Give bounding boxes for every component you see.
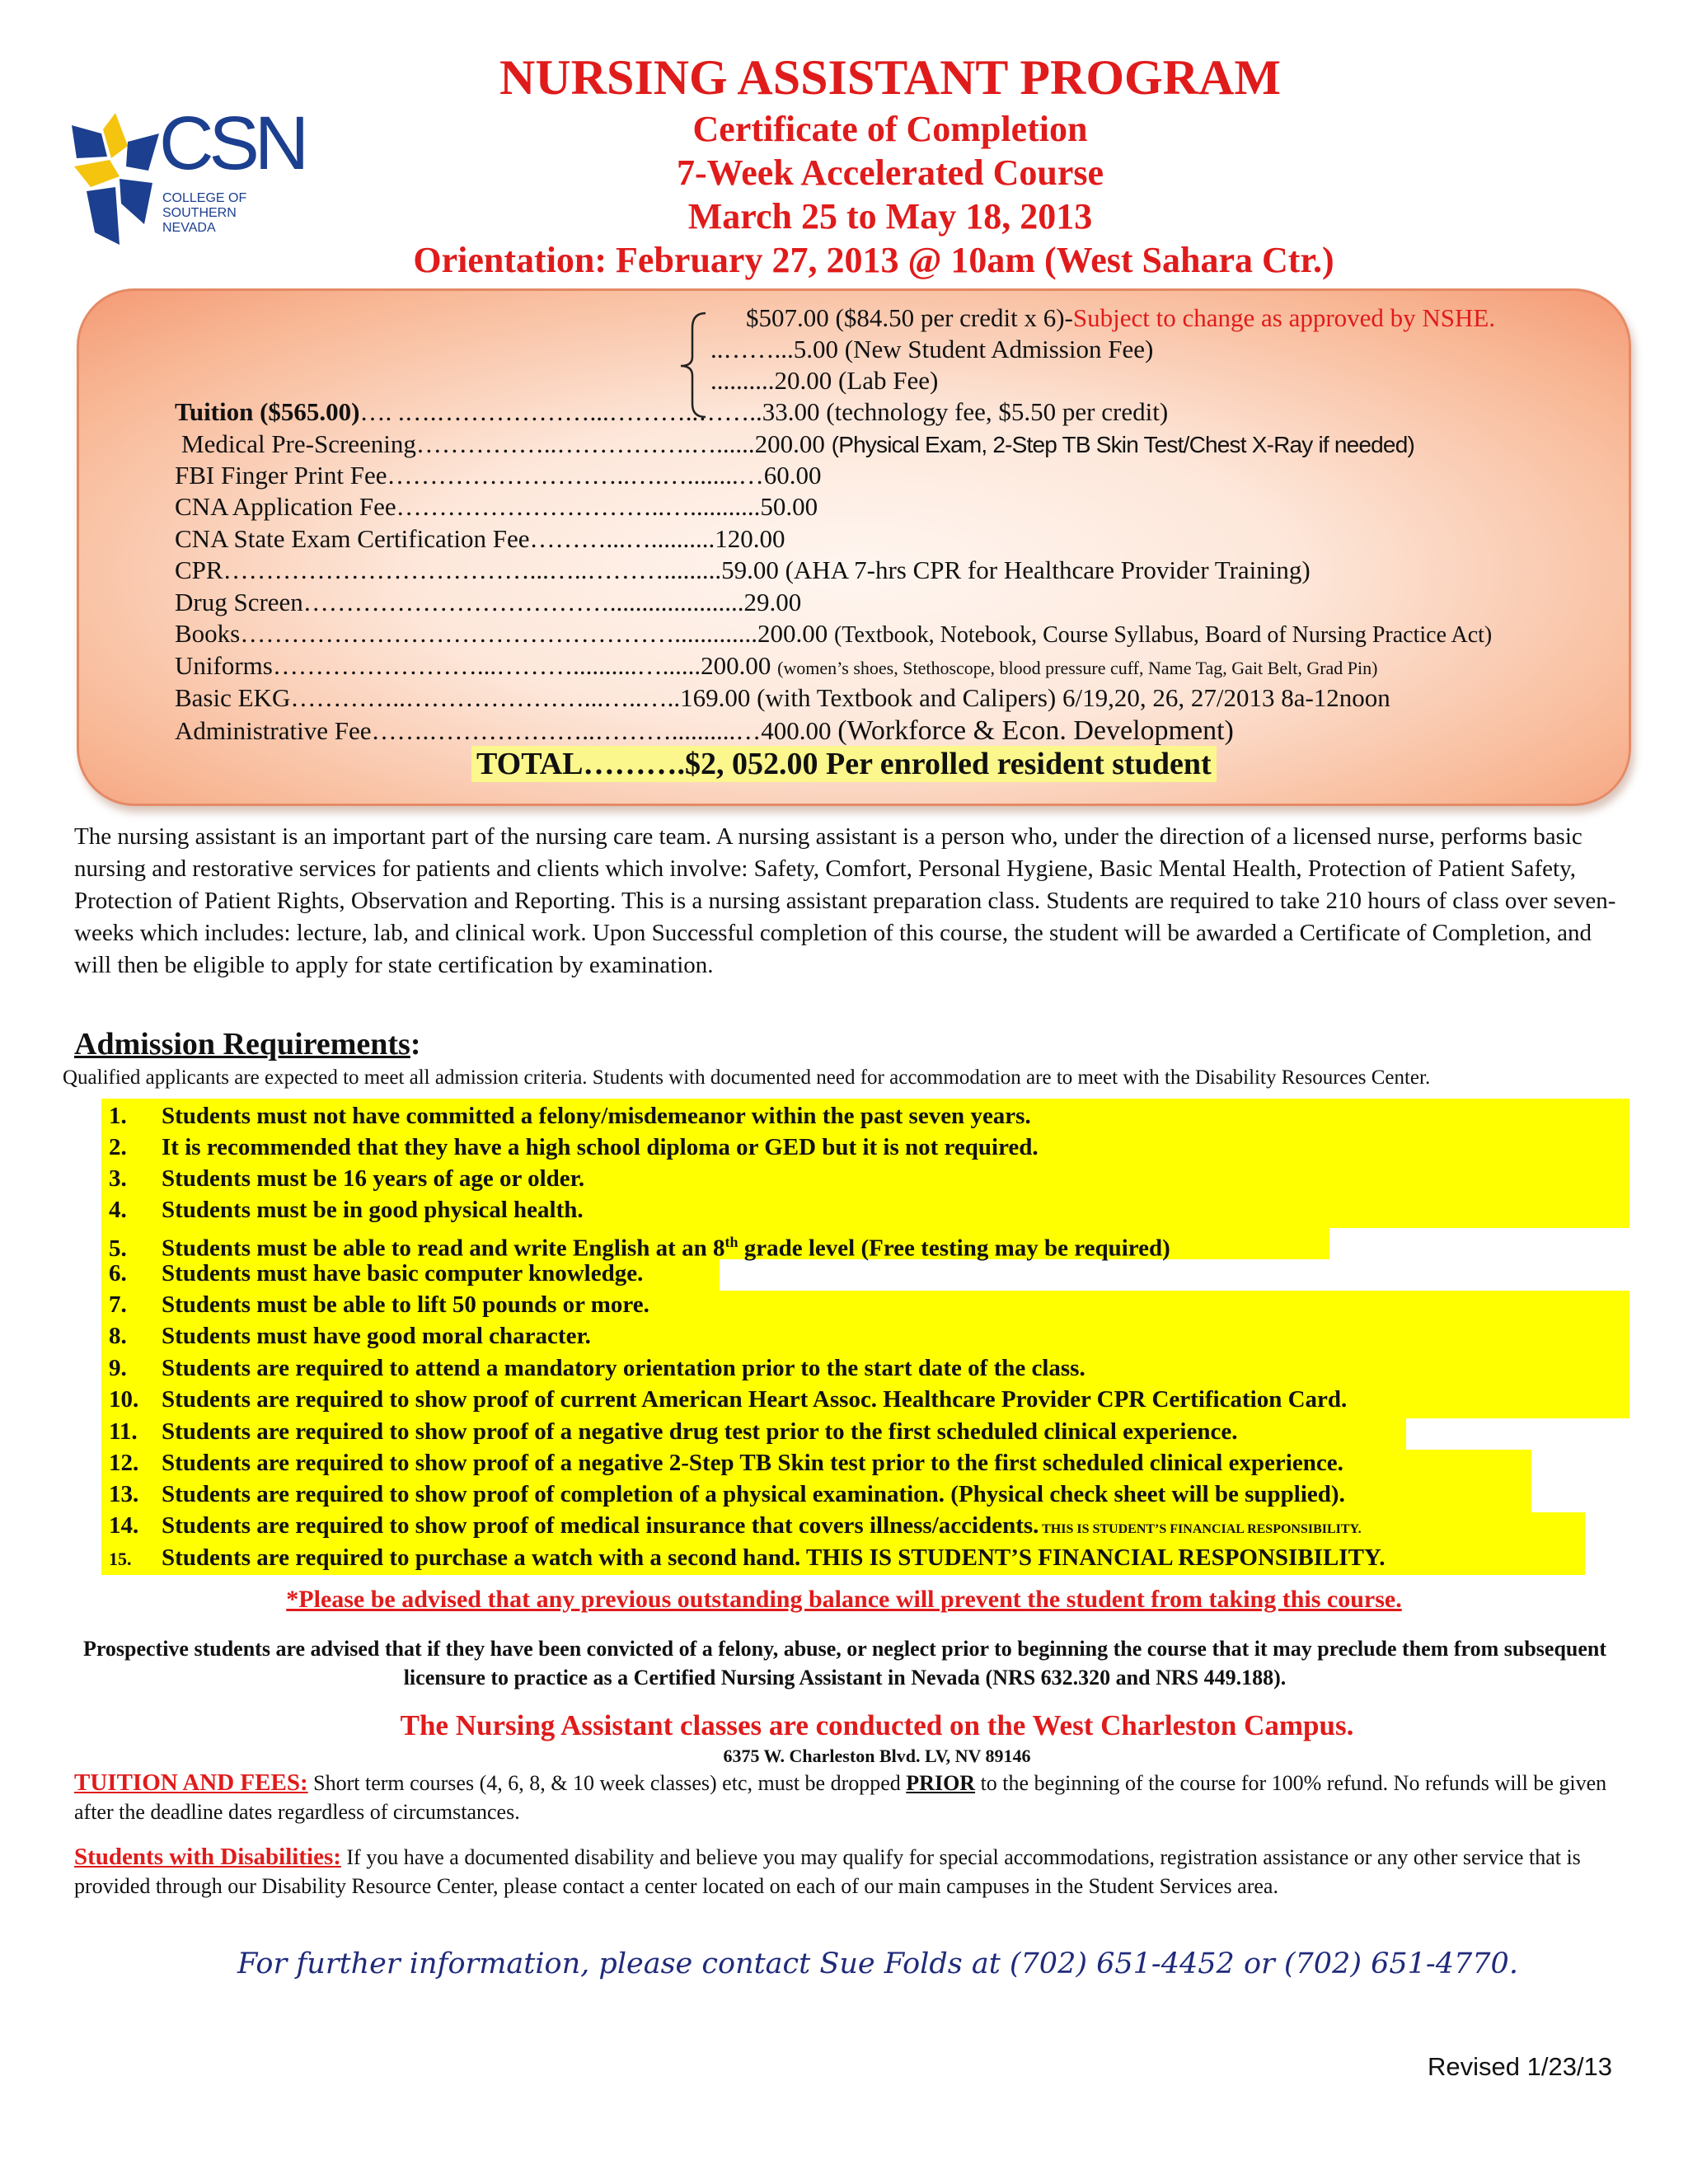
requirement-item: 10. Students are required to show proof of current American Heart Assoc. Healthcare Provider CPR Certification Card. <box>109 1386 1348 1413</box>
disabilities-policy: Students with Disabilities: If you have a documented disability and believe you may qualify for special accommodations, registration assistance or any other service that is provided through our Disability Resource Center, please contact a center located on each of our main campuses in the Student Services area. <box>74 1844 1581 1898</box>
page-header <box>0 48 1688 282</box>
fee-credit-note: Subject to change as approved by NSHE. <box>1072 303 1496 332</box>
logo-text: CSN <box>159 101 305 185</box>
books-note: (Textbook, Notebook, Course Syllabus, Board of Nursing Practice Act) <box>834 622 1493 648</box>
uniforms-amount: Uniforms……………………...………..........…......200.00 <box>175 651 771 680</box>
prospective-notice: Prospective students are advised that if they have been convicted of a felony, abuse, or neglect prior to beginning the course that it may preclude them from subsequent licensure to practice as a Certified Nursing Assistant in Nevada (NRS 632.320 and NRS 449.188). <box>82 1637 1607 1690</box>
revision-date: Revised 1/23/13 <box>1428 2052 1613 2081</box>
admission-heading-colon: : <box>410 1027 421 1062</box>
prior-emphasis: PRIOR <box>906 1771 976 1795</box>
logo-subtitle: COLLEGE OF SOUTHERN NEVADA <box>162 191 247 235</box>
requirement-item: 9. Students are required to attend a mandatory orientation prior to the start date of the class. <box>109 1355 1085 1381</box>
fee-books <box>175 619 1492 649</box>
fee-medical <box>181 429 1414 459</box>
books-amount: Books…………………………………………….............200.00 <box>175 619 828 648</box>
requirement-item: 12. Students are required to show proof of a negative 2-Step TB Skin test prior to the first scheduled clinical experience. <box>109 1450 1343 1476</box>
course-dates-line: March 25 to May 18, 2013 <box>687 196 1093 237</box>
requirement-item: 6. Students must have basic computer knowledge. <box>109 1260 644 1286</box>
uniforms-note: (women’s shoes, Stethoscope, blood pressure cuff, Name Tag, Gait Belt, Grad Pin) <box>777 658 1378 678</box>
fee-credit-amount: $507.00 ($84.50 per credit x 6)- <box>746 303 1073 332</box>
program-title: NURSING ASSISTANT PROGRAM <box>499 50 1281 105</box>
tuition-detail: …. .….………………...………..……..33.00 (technology fee, $5.50 per credit) <box>359 397 1169 426</box>
admission-heading-text: Admission Requirements <box>74 1027 410 1062</box>
orientation-line: Orientation: February 27, 2013 @ 10am (West Sahara Ctr.) <box>413 240 1334 280</box>
program-description: The nursing assistant is an important part of the nursing care team. A nursing assistant is a person who, under the direction of a licensed nurse, performs basic nursing and restorative services for patients and clients which involve: Safety, Comfort, Personal Hygiene, Basic Mental Health, Protection of Patient Safety, Protection of Patient Rights, Observation and Reporting. This is a nursing assistant preparation class. Students are required to take 210 hours of class over seven-weeks which includes: lecture, lab, and clinical work. Upon Successful completion of this course, the student will be awarded a Certificate of Completion, and will then be eligible to apply for state certification by examination. <box>74 823 1616 978</box>
admin-amount: Administrative Fee…….………………..………..........…400.00 <box>175 716 832 745</box>
requirement-item: 5. Students must be able to read and write English at an 8th grade level (Free testing may be required) <box>109 1234 1170 1262</box>
campus-address: 6375 W. Charleston Blvd. LV, NV 89146 <box>723 1746 1031 1766</box>
fee-cpr: CPR………………………………...…..……….........59.00 (AHA 7-hrs CPR for Healthcare Provider Training) <box>175 555 1311 584</box>
fee-administrative <box>175 715 1234 747</box>
requirement-item: 7. Students must be able to lift 50 pounds or more. <box>109 1291 649 1318</box>
requirement-item: 4. Students must be in good physical health. <box>109 1197 584 1223</box>
fee-basic-ekg: Basic EKG…………..…………………...…..…..169.00 (with Textbook and Calipers) 6/19,20, 26, 27/2013 8a-12noon <box>175 683 1390 712</box>
admission-intro: Qualified applicants are expected to meet all admission criteria. Students with documented need for accommodation are to meet with the Disability Resources Center. <box>63 1066 1431 1089</box>
fee-cna-exam: CNA State Exam Certification Fee………...…..........120.00 <box>175 524 785 553</box>
disabilities-label: Students with Disabilities: <box>74 1844 341 1870</box>
requirement-item: 13. Students are required to show proof of completion of a physical examination. (Physical check sheet will be supplied). <box>109 1481 1345 1507</box>
medical-note: (Physical Exam, 2-Step TB Skin Test/Chest X-Ray if needed) <box>831 432 1415 457</box>
contact-info: For further information, please contact Sue Folds at (702) 651-4452 or (702) 651-4770. <box>237 1947 1518 1980</box>
requirement-item: 2. It is recommended that they have a high school diploma or GED but it is not required. <box>109 1134 1039 1160</box>
fee-cna-application: CNA Application Fee…………………………..…...........50.00 <box>175 492 818 521</box>
requirement-item: 15. Students are required to purchase a watch with a second hand. THIS IS STUDENT’S FINANCIAL RESPONSIBILITY. <box>109 1544 1386 1571</box>
requirement-item: 11. Students are required to show proof of a negative drug test prior to the first scheduled clinical experience. <box>109 1418 1238 1445</box>
fee-admission: ..……...5.00 (New Student Admission Fee) <box>710 335 1154 363</box>
tuition-label: Tuition ($565.00) <box>175 397 360 426</box>
fee-fbi: FBI Finger Print Fee………………………..….…........…60.00 <box>175 461 822 490</box>
fee-tuition <box>175 397 1168 427</box>
campus-notice: The Nursing Assistant classes are conducted on the West Charleston Campus. <box>400 1709 1354 1741</box>
requirement-item: 3. Students must be 16 years of age or older. <box>109 1165 585 1192</box>
medical-amount: Medical Pre-Screening……………..…………….…......200.00 <box>181 429 825 458</box>
balance-advisory: *Please be advised that any previous outstanding balance will prevent the student from taking this course. <box>286 1586 1402 1613</box>
tuition-policy-label: TUITION AND FEES: <box>74 1769 308 1796</box>
fee-uniforms <box>175 651 1377 681</box>
fee-total: TOTAL……….$2, 052.00 Per enrolled resident student <box>471 746 1217 782</box>
admission-heading <box>74 1026 421 1062</box>
fee-drug-screen: Drug Screen……………………………….....................29.00 <box>175 588 802 616</box>
fee-lab: ..........20.00 (Lab Fee) <box>710 366 939 395</box>
admin-note: (Workforce & Econ. Development) <box>837 715 1234 746</box>
course-length-line: 7-Week Accelerated Course <box>676 152 1104 193</box>
tuition-policy: TUITION AND FEES: Short term courses (4, 6, 8, & 10 week classes) etc, must be dropped PRIOR to the beginning of the course for 100% refund. No refunds will be given after the deadline dates regardless of circumstances. <box>74 1769 1607 1824</box>
requirement-item: 14. Students are required to show proof of medical insurance that covers illness/accidents. THIS IS STUDENT’S FINANCIAL RESPONSIBILITY. <box>109 1512 1362 1539</box>
requirement-item: 1. Students must not have committed a felony/misdemeanor within the past seven years. <box>109 1103 1031 1129</box>
requirement-item: 8. Students must have good moral character. <box>109 1323 591 1349</box>
fee-credit-line <box>746 303 1495 333</box>
certificate-line: Certificate of Completion <box>692 109 1088 149</box>
